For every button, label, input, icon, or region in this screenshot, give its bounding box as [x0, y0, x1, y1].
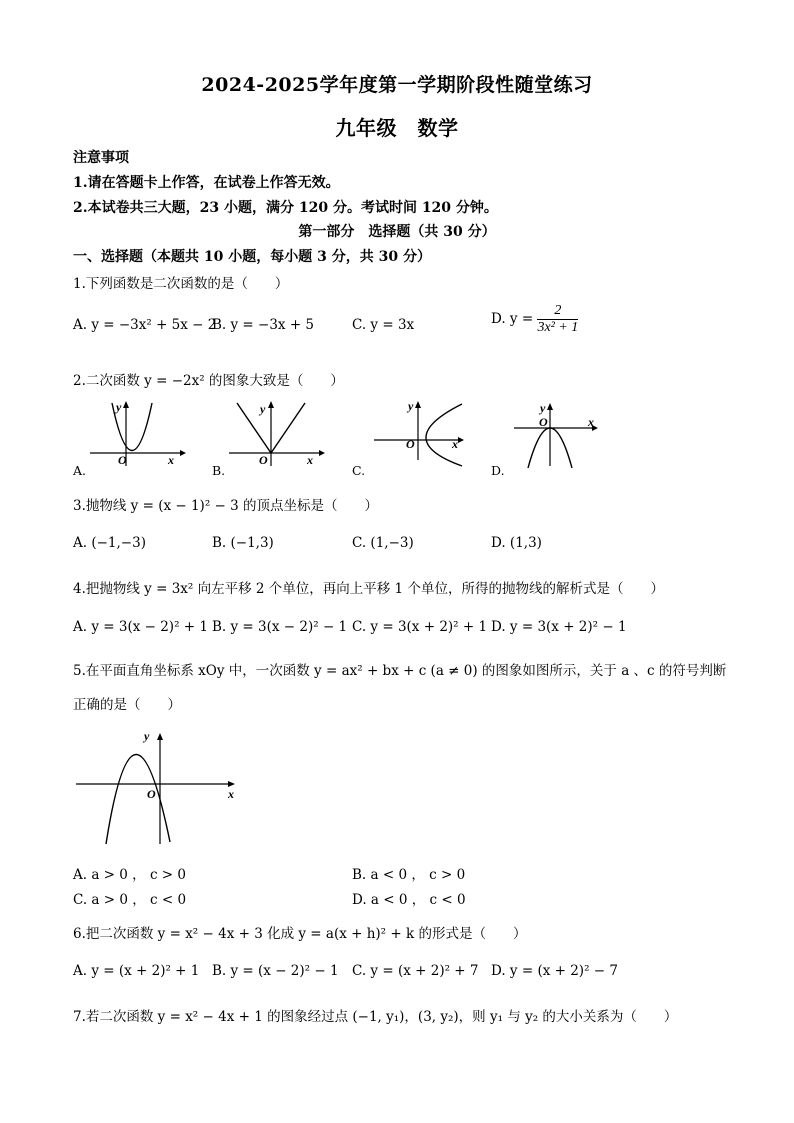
q4-option-d: D. y = 3(x + 2)² − 1 — [491, 619, 627, 635]
q1-option-d-numerator: 2 — [537, 303, 578, 320]
question-1-stem: 1.下列函数是二次函数的是（ ） — [73, 276, 289, 292]
question-5-stem-line-2: 正确的是（ ） — [73, 697, 181, 713]
q5-option-c: C. a > 0 ， c < 0 — [73, 892, 187, 908]
q2-b-y-label: y — [260, 402, 266, 416]
q4-option-b: B. y = 3(x − 2)² − 1 — [212, 619, 348, 635]
q2-d-origin: O — [539, 415, 548, 429]
q2-graph-b — [225, 398, 325, 468]
question-3-stem: 3.抛物线 y = (x − 1)² − 3 的顶点坐标是（ ） — [73, 498, 379, 514]
q1-option-d-prefix: D. y = — [491, 311, 534, 327]
question-2-stem: 2.二次函数 y = −2x² 的图象大致是（ ） — [73, 373, 344, 389]
part-title: 第一部分 选择题（共 30 分） — [298, 224, 496, 240]
q6-option-d: D. y = (x + 2)² − 7 — [491, 963, 618, 979]
q2-a-y-label: y — [116, 400, 122, 414]
q5-origin: O — [147, 787, 156, 801]
page-title: 2024-2025学年度第一学期阶段性随堂练习 — [201, 74, 593, 96]
q3-option-b: B. (−1,3) — [212, 535, 274, 551]
q2-graph-c — [370, 396, 470, 468]
section-heading: 一、选择题（本题共 10 小题，每小题 3 分，共 30 分） — [73, 249, 431, 265]
notes-heading: 注意事项 — [73, 150, 129, 166]
q5-option-a: A. a > 0 ， c > 0 — [73, 867, 186, 883]
q1-option-a: A. y = −3x² + 5x − 2 — [73, 317, 217, 333]
q1-option-d-denominator: 3x² + 1 — [537, 320, 579, 335]
q3-option-c: C. (1,−3) — [352, 535, 414, 551]
q6-option-a: A. y = (x + 2)² + 1 — [73, 963, 200, 979]
q5-y-label: y — [144, 729, 150, 743]
question-6-stem: 6.把二次函数 y = x² − 4x + 3 化成 y = a(x + h)² + k 的形式是（ ） — [73, 926, 527, 942]
q1-option-d-fraction — [537, 303, 578, 336]
q2-graph-d — [510, 398, 610, 470]
q2-a-origin: O — [118, 453, 127, 467]
q2-c-y-label: y — [408, 399, 414, 413]
question-7-stem: 7.若二次函数 y = x² − 4x + 1 的图象经过点 (−1, y₁)，(3, y₂)，则 y₁ 与 y₂ 的大小关系为（ ） — [73, 1009, 678, 1025]
q2-b-x-label: x — [307, 453, 313, 467]
q6-option-c: C. y = (x + 2)² + 7 — [352, 963, 479, 979]
q2-c-x-label: x — [452, 437, 458, 451]
q4-option-a: A. y = 3(x − 2)² + 1 — [73, 619, 208, 635]
q2-d-y-label: y — [540, 401, 546, 415]
q2-b-origin: O — [259, 453, 268, 467]
q3-option-a: A. (−1,−3) — [73, 535, 146, 551]
q4-option-c: C. y = 3(x + 2)² + 1 — [352, 619, 488, 635]
q5-option-b: B. a < 0 ， c > 0 — [352, 867, 466, 883]
q6-option-b: B. y = (x − 2)² − 1 — [212, 963, 339, 979]
notes-item-1: 1.请在答题卡上作答，在试卷上作答无效。 — [73, 175, 340, 191]
notes-item-2: 2.本试卷共三大题，23 小题，满分 120 分。考试时间 120 分钟。 — [73, 200, 498, 216]
q3-option-d: D. (1,3) — [491, 535, 542, 551]
q5-x-label: x — [228, 787, 234, 801]
q2-graph-a — [86, 398, 186, 468]
page-subtitle: 九年级 数学 — [335, 116, 459, 140]
q2-label-b: B. — [212, 463, 226, 478]
q5-graph — [72, 726, 252, 848]
q5-option-d: D. a < 0 ， c < 0 — [352, 892, 466, 908]
q1-option-c: C. y = 3x — [352, 317, 415, 333]
q2-c-origin: O — [406, 437, 415, 451]
q2-label-c: C. — [352, 463, 366, 478]
q1-option-d — [491, 303, 578, 336]
q1-option-b: B. y = −3x + 5 — [212, 317, 315, 333]
question-4-stem: 4.把抛物线 y = 3x² 向左平移 2 个单位，再向上平移 1 个单位，所得的抛物线的解析式是（ ） — [73, 581, 664, 597]
q2-label-d: D. — [491, 463, 505, 478]
question-5-stem-line-1: 5.在平面直角坐标系 xOy 中，一次函数 y = ax² + bx + c (a ≠ 0) 的图象如图所示，关于 a 、c 的符号判断 — [73, 663, 727, 679]
q2-d-x-label: x — [588, 415, 594, 429]
q2-label-a: A. — [73, 463, 87, 478]
q2-a-x-label: x — [168, 453, 174, 467]
